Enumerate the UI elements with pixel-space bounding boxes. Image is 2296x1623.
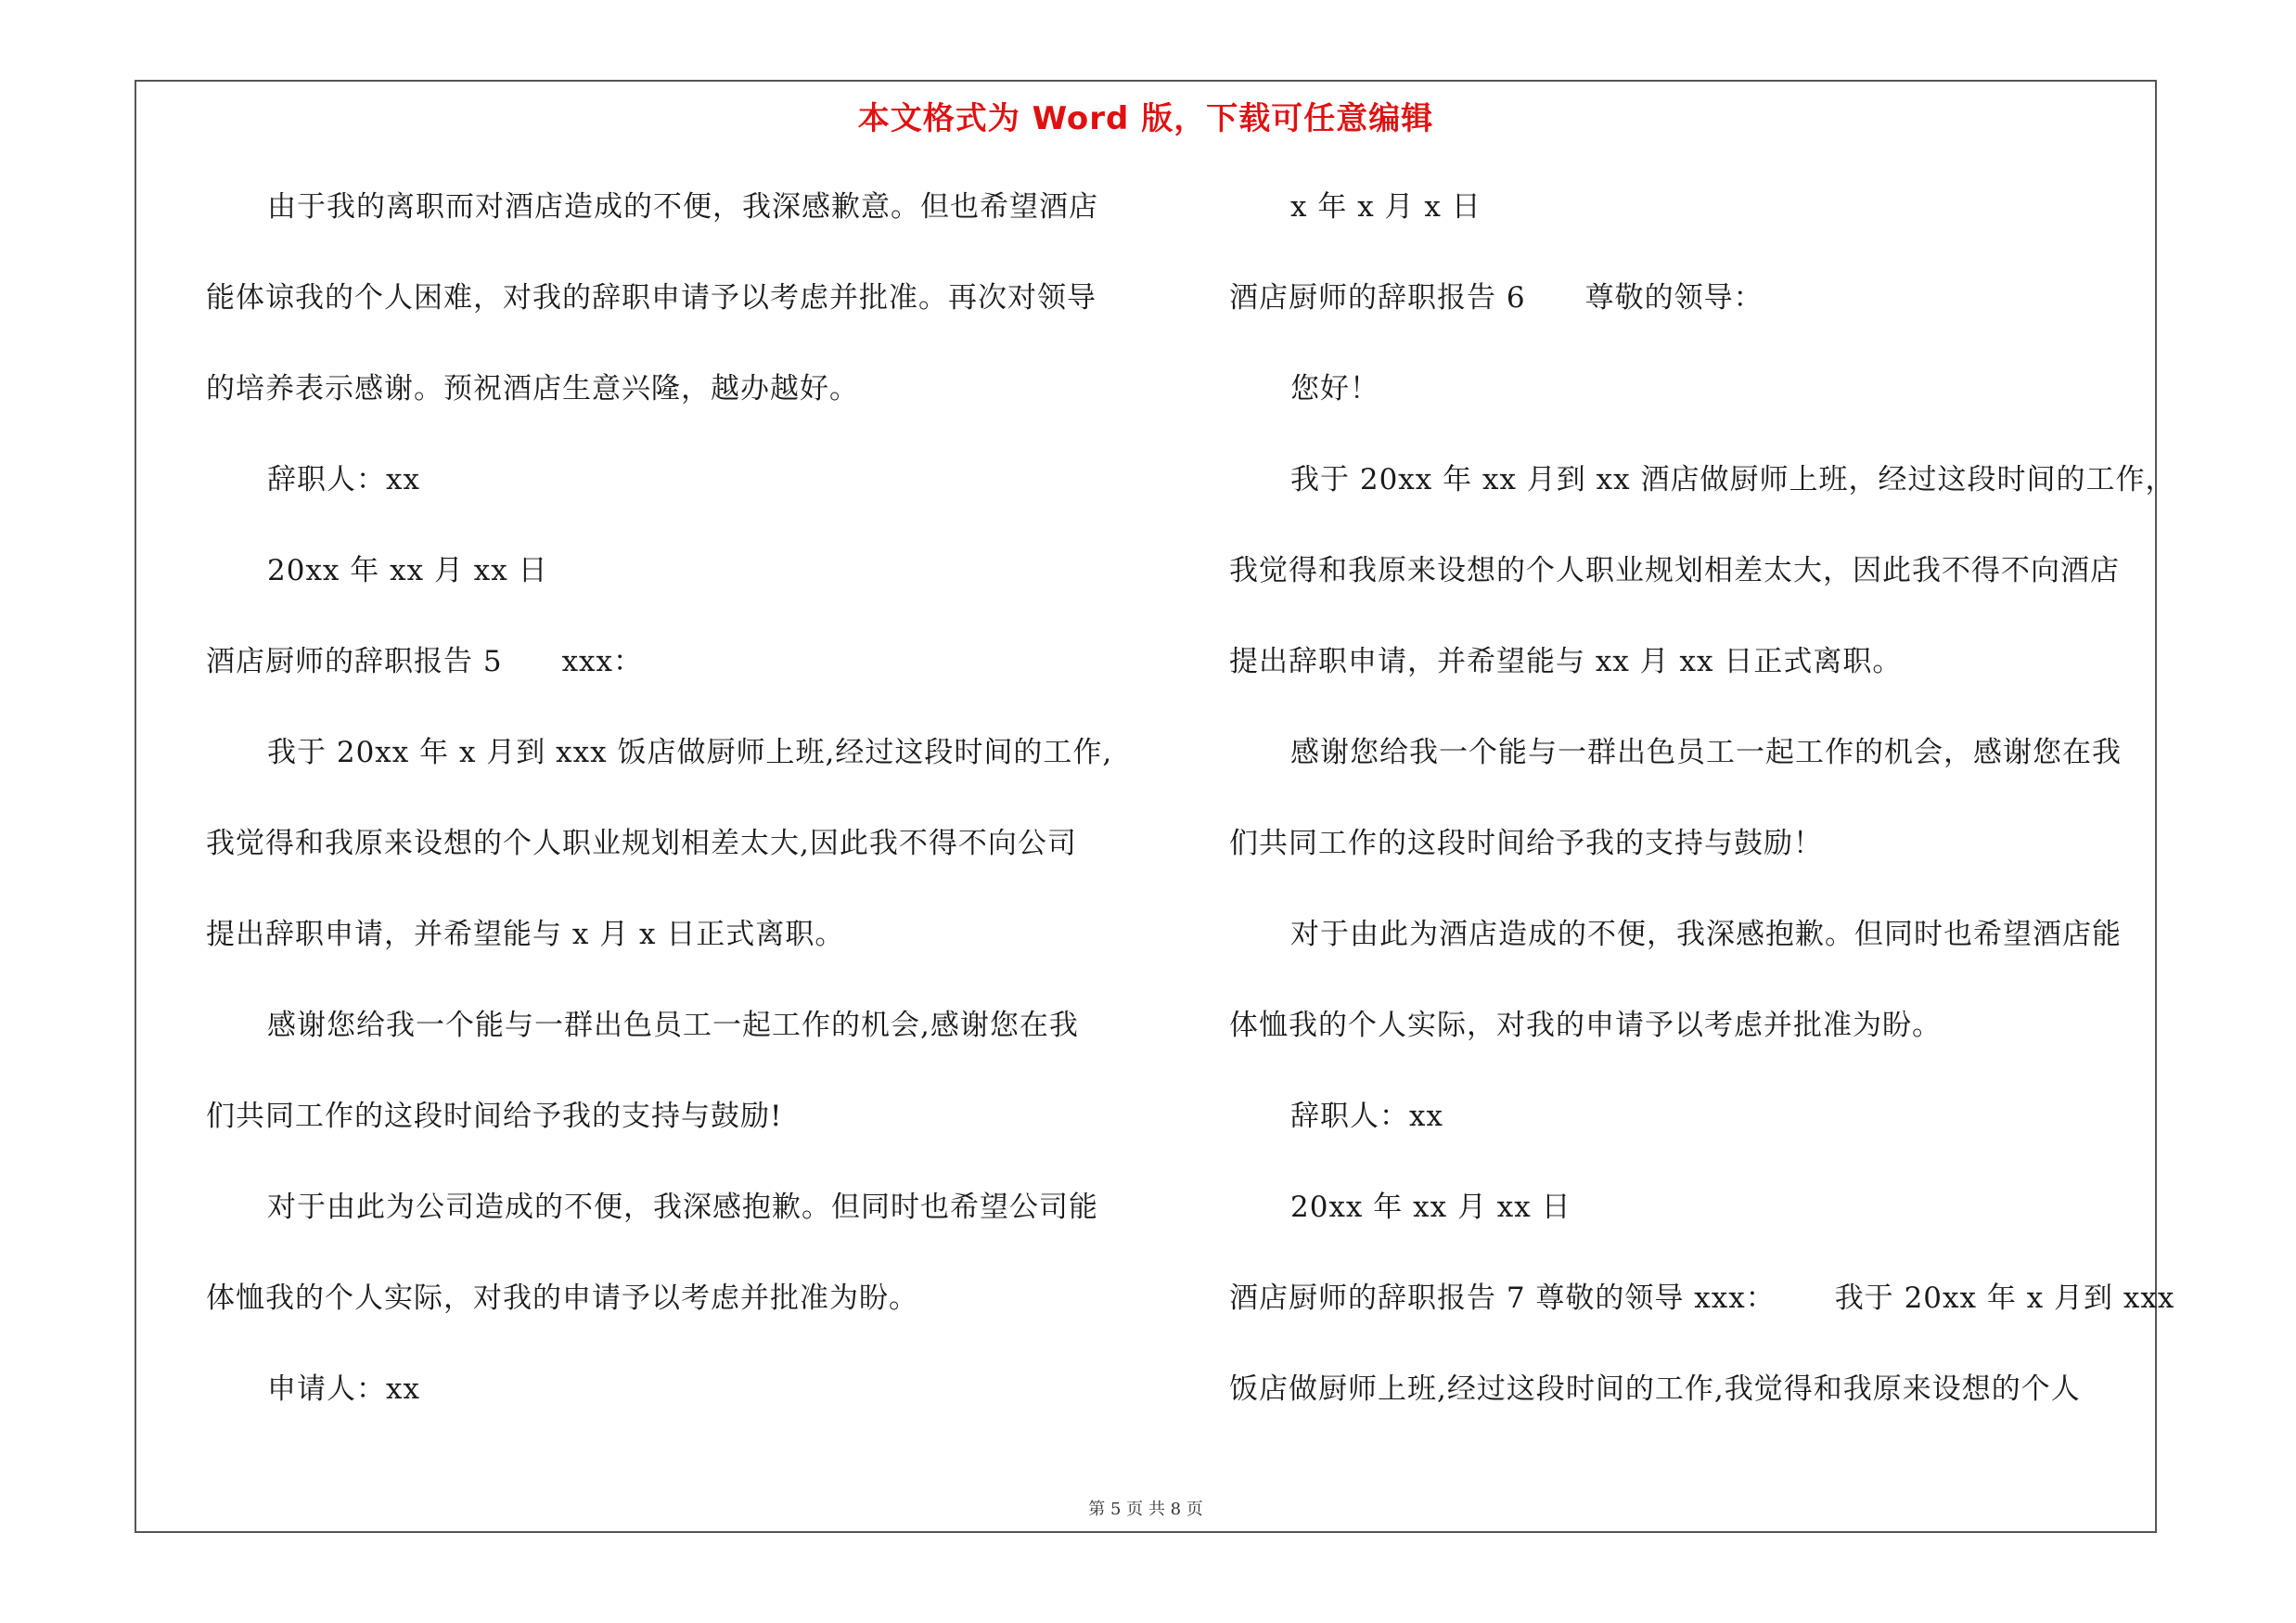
right-p1-line2: 我觉得和我原来设想的个人职业规划相差太大，因此我不得不向酒店 xyxy=(1229,554,2120,587)
left-column xyxy=(206,184,1134,1457)
left-p1-line1: 由于我的离职而对酒店造成的不便，我深感歉意。但也希望酒店 xyxy=(267,190,1098,224)
left-p2-line1: 我于 20xx 年 x 月到 xxx 饭店做厨师上班,经过这段时间的工作, xyxy=(267,736,1113,769)
left-p1-line2: 能体谅我的个人困难，对我的辞职申请予以考虑并批准。再次对领导 xyxy=(206,281,1097,315)
report7-title: 酒店厨师的辞职报告 7 尊敬的领导 xxx： xyxy=(1229,1282,1776,1315)
right-column xyxy=(1229,184,2175,1457)
left-p2-line2: 我觉得和我原来设想的个人职业规划相差太大,因此我不得不向公司 xyxy=(206,827,1077,860)
left-p3-line1: 感谢您给我一个能与一群出色员工一起工作的机会,感谢您在我 xyxy=(267,1009,1079,1042)
left-applicant: 申请人：xx xyxy=(267,1372,420,1406)
report6-salutation: 尊敬的领导： xyxy=(1584,281,1764,315)
right-resigner: 辞职人：xx xyxy=(1290,1100,1443,1133)
report7-line2: 饭店做厨师上班,经过这段时间的工作,我觉得和我原来设想的个人 xyxy=(1229,1372,2081,1406)
right-p1-line1: 我于 20xx 年 xx 月到 xx 酒店做厨师上班，经过这段时间的工作， xyxy=(1290,463,2175,496)
right-p1-line3: 提出辞职申请，并希望能与 xx 月 xx 日正式离职。 xyxy=(1229,645,1903,678)
right-greeting: 您好！ xyxy=(1290,372,1379,406)
left-resigner: 辞职人：xx xyxy=(267,463,420,496)
report7-heading xyxy=(1229,1275,2175,1366)
page-number: 第 5 页 共 8 页 xyxy=(1088,1500,1203,1519)
report5-heading xyxy=(206,638,1134,729)
right-date: x 年 x 月 x 日 xyxy=(1290,190,1481,224)
report6-title: 酒店厨师的辞职报告 6 xyxy=(1229,281,1526,315)
right-p3-line1: 对于由此为酒店造成的不便，我深感抱歉。但同时也希望酒店能 xyxy=(1290,918,2122,951)
report5-salutation: xxx： xyxy=(561,645,644,678)
left-p2-line3: 提出辞职申请，并希望能与 x 月 x 日正式离职。 xyxy=(206,918,845,951)
left-p4-line2: 体恤我的个人实际，对我的申请予以考虑并批准为盼。 xyxy=(206,1282,918,1315)
right-date2: 20xx 年 xx 月 xx 日 xyxy=(1290,1191,1571,1224)
page-frame xyxy=(135,80,2175,1533)
left-date: 20xx 年 xx 月 xx 日 xyxy=(267,554,548,587)
left-p3-line2: 们共同工作的这段时间给予我的支持与鼓励! xyxy=(206,1100,783,1133)
report5-title: 酒店厨师的辞职报告 5 xyxy=(206,645,503,678)
left-p4-line1: 对于由此为公司造成的不便，我深感抱歉。但同时也希望公司能 xyxy=(267,1191,1098,1224)
right-p3-line2: 体恤我的个人实际，对我的申请予以考虑并批准为盼。 xyxy=(1229,1009,1942,1042)
report6-heading xyxy=(1229,275,2161,366)
format-notice-banner: 本文格式为 Word 版，下载可任意编辑 xyxy=(857,100,1434,137)
right-p2-line2: 们共同工作的这段时间给予我的支持与鼓励！ xyxy=(1229,827,1823,860)
right-p2-line1: 感谢您给我一个能与一群出色员工一起工作的机会，感谢您在我 xyxy=(1290,736,2122,769)
left-p1-line3: 的培养表示感谢。预祝酒店生意兴隆，越办越好。 xyxy=(206,372,859,406)
report7-start: 我于 20xx 年 x 月到 xxx xyxy=(1834,1282,2175,1315)
